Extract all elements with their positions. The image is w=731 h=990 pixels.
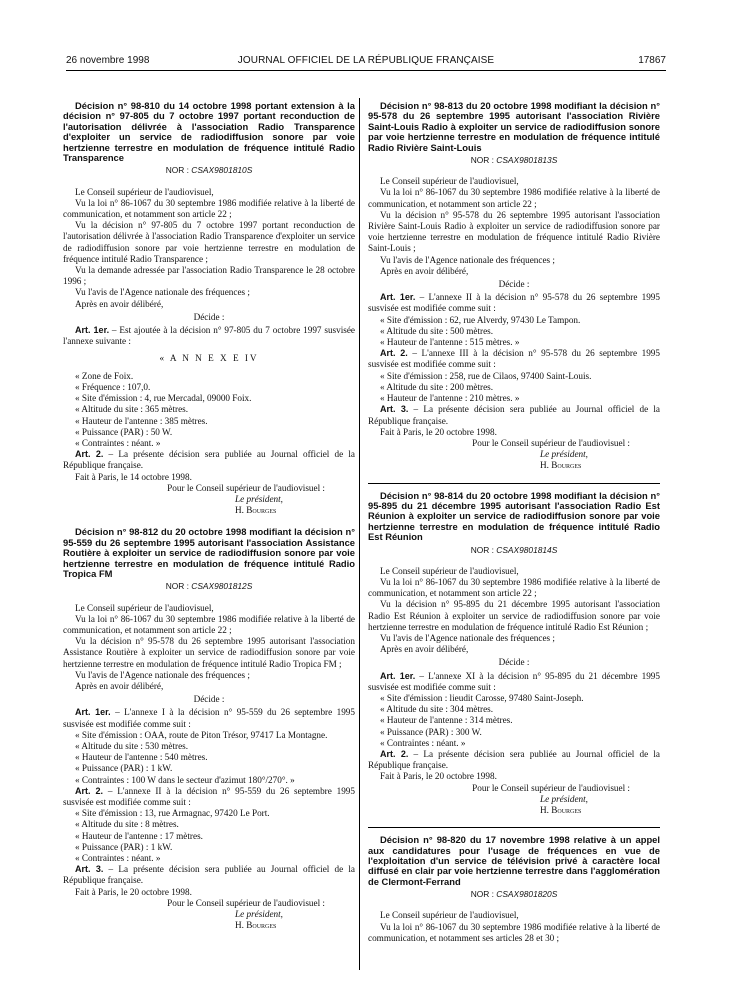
preamble-line: Vu la loi n° 86-1067 du 30 septembre 1986 modifiée relative à la liberté de communication, et notamment ses articles 28 et 30 ; — [368, 921, 660, 943]
section-separator — [368, 827, 660, 828]
annex-item: « Site d'émission : lieudit Carosse, 97480 Saint-Joseph. — [380, 692, 584, 703]
annex-item: « Hauteur de l'antenne : 314 mètres. — [380, 715, 513, 726]
annex-item: « Zone de Foix. — [75, 370, 134, 381]
article-3: Art. 3. – La présente décision sera publiée au Journal officiel de la République française. — [368, 404, 660, 426]
decision-98-814 — [368, 491, 660, 817]
preamble-line: Vu la loi n° 86-1067 du 30 septembre 1986 modifiée relative à la liberté de communication, et notamment son article 22 ; — [368, 187, 660, 209]
annex-item: « Site d'émission : 62, rue Alverdy, 97430 Le Tampon. — [380, 314, 581, 325]
annex-item: « Site d'émission : 13, rue Armagnac, 97420 Le Port. — [75, 808, 270, 819]
decision-title: Décision n° 98-813 du 20 octobre 1998 modifiant la décision n° 95-578 du 26 septembre 1995 autorisant l'association Rivière Saint-Louis Radio à exploiter un service de radiodiffusion sonore par voie hertzienne terrestre en modulation de fréquence intitulé Radio Rivière Saint-Louis — [368, 100, 660, 153]
annex-item: « Site d'émission : 4, rue Mercadal, 09000 Foix. — [75, 393, 252, 404]
nor-reference: NOR : CSAX9801810S — [165, 165, 253, 176]
annex-item: « Altitude du site : 365 mètres. — [75, 404, 189, 415]
article-2: Art. 2. – La présente décision sera publiée au Journal officiel de la République française. — [368, 749, 660, 771]
signature-role: Le président, — [235, 909, 283, 920]
preamble-line: Vu l'avis de l'Agence nationale des fréquences ; — [380, 254, 555, 265]
decide-heading: Décide : — [193, 694, 225, 705]
preamble-line: Après en avoir délibéré, — [380, 265, 469, 276]
done-at: Fait à Paris, le 20 octobre 1998. — [380, 771, 497, 782]
annex-item: « Hauteur de l'antenne : 210 mètres. » — [380, 393, 520, 404]
decision-98-813 — [368, 101, 660, 472]
left-column — [63, 101, 355, 942]
running-header — [66, 55, 666, 71]
decide-heading: Décide : — [498, 279, 530, 290]
preamble-line: Vu la décision n° 95-578 du 26 septembre 1995 autorisant l'association Rivière Saint-Louis Radio à exploiter un service de radiodiffusion sonore par voie hertzienne terrestre en modulation de fréquence intitulé Radio Rivière Saint-Louis ; — [368, 209, 660, 254]
preamble-line: Vu la décision n° 97-805 du 7 octobre 1997 portant reconduction de l'autorisation délivrée à l'association Radio Transparence d'exploiter un service de radiodiffusion sonore par voie hertzienne terrestre en modulation de fréquence intitulé Radio Transparence ; — [63, 220, 355, 264]
preamble-line: Vu l'avis de l'Agence nationale des fréquences ; — [75, 669, 250, 680]
preamble-line: Vu l'avis de l'Agence nationale des fréquences ; — [380, 632, 555, 643]
preamble-line: Vu la loi n° 86-1067 du 30 septembre 1986 modifiée relative à la liberté de communication, et notamment son article 22 ; — [63, 613, 355, 635]
preamble-line: Vu l'avis de l'Agence nationale des fréquences ; — [75, 287, 250, 298]
journal-title: JOURNAL OFFICIEL DE LA RÉPUBLIQUE FRANÇAISE — [237, 55, 495, 66]
article-3: Art. 3. – La présente décision sera publiée au Journal officiel de la République française. — [63, 864, 355, 886]
preamble-line: Vu la décision n° 95-578 du 26 septembre 1995 autorisant l'association Assistance Routière à exploiter un service de radiodiffusion sonore par voie hertzienne terrestre en modulation de fréquence intitulé Radio Tropica FM ; — [63, 636, 355, 669]
preamble-line: Le Conseil supérieur de l'audiovisuel, — [380, 565, 519, 576]
annex-item: « Hauteur de l'antenne : 17 mètres. — [75, 830, 203, 841]
decision-title: Décision n° 98-810 du 14 octobre 1998 portant extension à la décision n° 97-805 du 7 octobre 1997 portant reconduction de l'autorisation délivrée à l'association Radio Transparence d'exploiter un service de radiodiffusion sonore par voie hertzienne terrestre en modulation de fréquence intitulé Radio Transparence — [63, 100, 355, 164]
annex-heading: « A N N E X E IV — [159, 353, 259, 364]
signature-role: Le président, — [540, 793, 588, 804]
preamble-line: Vu la loi n° 86-1067 du 30 septembre 1986 modifiée relative à la liberté de communication, et notamment son article 22 ; — [63, 197, 355, 220]
nor-reference: NOR : CSAX9801813S — [470, 155, 558, 166]
signature-role: Le président, — [540, 449, 588, 460]
preamble-line: Vu la loi n° 86-1067 du 30 septembre 1986 modifiée relative à la liberté de communication, et notamment son article 22 ; — [368, 576, 660, 599]
issue-date: 26 novembre 1998 — [66, 55, 150, 66]
annex-item: « Puissance (PAR) : 300 W. — [380, 726, 482, 737]
done-at: Fait à Paris, le 20 octobre 1998. — [380, 426, 497, 437]
signature-for: Pour le Conseil supérieur de l'audiovisuel : — [167, 482, 325, 493]
decide-heading: Décide : — [498, 657, 530, 668]
annex-item: « Contraintes : néant. » — [75, 853, 161, 864]
nor-reference: NOR : CSAX9801814S — [470, 544, 558, 555]
annex-item: « Contraintes : 100 W dans le secteur d'azimut 180°/270°. » — [75, 774, 295, 785]
decision-title: Décision n° 98-812 du 20 octobre 1998 modifiant la décision n° 95-559 du 26 septembre 1995 autorisant l'association Assistance Routière à exploiter un service de radiodiffusion sonore par voie hertzienne terrestre en modulation de fréquence intitulé Radio Tropica FM — [63, 526, 355, 579]
preamble-line: Le Conseil supérieur de l'audiovisuel, — [380, 176, 519, 187]
preamble-line: Après en avoir délibéré, — [75, 680, 164, 691]
article-1: Art. 1er. – L'annexe XI à la décision n° 95-895 du 21 décembre 1995 susvisée est modifiée comme suit : — [368, 670, 660, 692]
decision-98-812 — [63, 527, 355, 931]
signature-name: H. Bourges — [235, 505, 277, 516]
signature-for: Pour le Conseil supérieur de l'audiovisuel : — [472, 782, 630, 793]
article-1: Art. 1er. – Est ajoutée à la décision n° 97-805 du 7 octobre 1997 susvisée l'annexe suivante : — [63, 325, 355, 347]
annex-item: « Puissance (PAR) : 1 kW. — [75, 841, 173, 852]
article-1: Art. 1er. – L'annexe II à la décision n° 95-578 du 26 septembre 1995 susvisée est modifiée comme suit : — [368, 292, 660, 314]
annex-item: « Altitude du site : 530 mètres. — [75, 741, 189, 751]
annex-item: « Puissance (PAR) : 1 kW. — [75, 763, 173, 774]
section-separator — [368, 483, 660, 484]
article-2: Art. 2. – L'annexe III à la décision n° 95-578 du 26 septembre 1995 susvisée est modifiée comme suit : — [368, 348, 660, 370]
preamble-line: Le Conseil supérieur de l'audiovisuel, — [380, 910, 519, 921]
nor-reference: NOR : CSAX9801820S — [470, 889, 558, 900]
preamble-line: Après en avoir délibéré, — [380, 644, 469, 655]
annex-item: « Hauteur de l'antenne : 540 mètres. — [75, 752, 208, 763]
done-at: Fait à Paris, le 20 octobre 1998. — [75, 886, 192, 897]
signature-for: Pour le Conseil supérieur de l'audiovisuel : — [472, 437, 630, 448]
decision-title: Décision n° 98-820 du 17 novembre 1998 relative à un appel aux candidatures pour l'usage de fréquences en vue de l'exploitation d'un service de télévision privé à caractère local diffusé en clair par voie hertzienne terrestre dans l'agglomération de Clermont-Ferrand — [368, 834, 660, 887]
annex-item: « Puissance (PAR) : 50 W. — [75, 426, 173, 437]
annex-item: « Altitude du site : 500 mètres. — [380, 325, 494, 336]
preamble-line: Vu la demande adressée par l'association Radio Transparence le 28 octobre 1996 ; — [63, 265, 355, 287]
page-number: 17867 — [638, 55, 666, 66]
decision-98-820 — [368, 835, 660, 944]
article-2: Art. 2. – L'annexe II à la décision n° 95-559 du 26 septembre 1995 susvisée est modifiée comme suit : — [63, 785, 355, 808]
preamble-line: Le Conseil supérieur de l'audiovisuel, — [75, 186, 214, 197]
signature-name: H. Bourges — [235, 920, 277, 931]
signature-name: H. Bourges — [540, 460, 582, 471]
annex-item: « Fréquence : 107,0. — [75, 381, 151, 392]
signature-name: H. Bourges — [540, 805, 582, 816]
done-at: Fait à Paris, le 14 octobre 1998. — [75, 471, 192, 482]
annex-item: « Site d'émission : OAA, route de Piton Trésor, 97417 La Montagne. — [75, 729, 328, 740]
decision-title: Décision n° 98-814 du 20 octobre 1998 modifiant la décision n° 95-895 du 21 décembre 1995 autorisant l'association Radio Est Réunion à exploiter un service de radiodiffusion sonore par voie hertzienne terrestre en modulation de fréquence intitulé Radio Est Réunion — [368, 489, 660, 543]
annex-item: « Contraintes : néant. » — [380, 737, 466, 748]
annex-item: « Altitude du site : 304 mètres. — [380, 704, 494, 715]
article-1: Art. 1er. – L'annexe I à la décision n° 95-559 du 26 septembre 1995 susvisée est modifiée comme suit : — [63, 707, 355, 729]
annex-item: « Altitude du site : 8 mètres. — [75, 819, 179, 830]
annex-item: « Site d'émission : 258, rue de Cilaos, 97400 Saint-Louis. — [380, 370, 592, 381]
decision-98-810 — [63, 101, 355, 516]
annex-item: « Altitude du site : 200 mètres. — [380, 381, 494, 392]
signature-for: Pour le Conseil supérieur de l'audiovisuel : — [167, 897, 325, 908]
preamble-line: Le Conseil supérieur de l'audiovisuel, — [75, 602, 214, 613]
article-2: Art. 2. – La présente décision sera publiée au Journal officiel de la République française. — [63, 449, 355, 471]
column-divider — [359, 98, 360, 970]
annex-item: « Contraintes : néant. » — [75, 437, 161, 448]
preamble-line: Vu la décision n° 95-895 du 21 décembre 1995 autorisant l'association Radio Est Réunion à exploiter un service de radiodiffusion sonore par voie hertzienne terrestre en modulation de fréquence intitulé Radio Est Réunion ; — [368, 599, 660, 632]
preamble-line: Après en avoir délibéré, — [75, 298, 164, 309]
annex-item: « Hauteur de l'antenne : 515 mètres. » — [380, 337, 520, 348]
decide-heading: Décide : — [193, 311, 225, 322]
nor-reference: NOR : CSAX9801812S — [165, 581, 253, 592]
header-rule — [66, 70, 666, 71]
annex-item: « Hauteur de l'antenne : 385 mètres. — [75, 415, 208, 426]
right-column — [368, 101, 660, 955]
signature-role: Le président, — [235, 493, 283, 504]
